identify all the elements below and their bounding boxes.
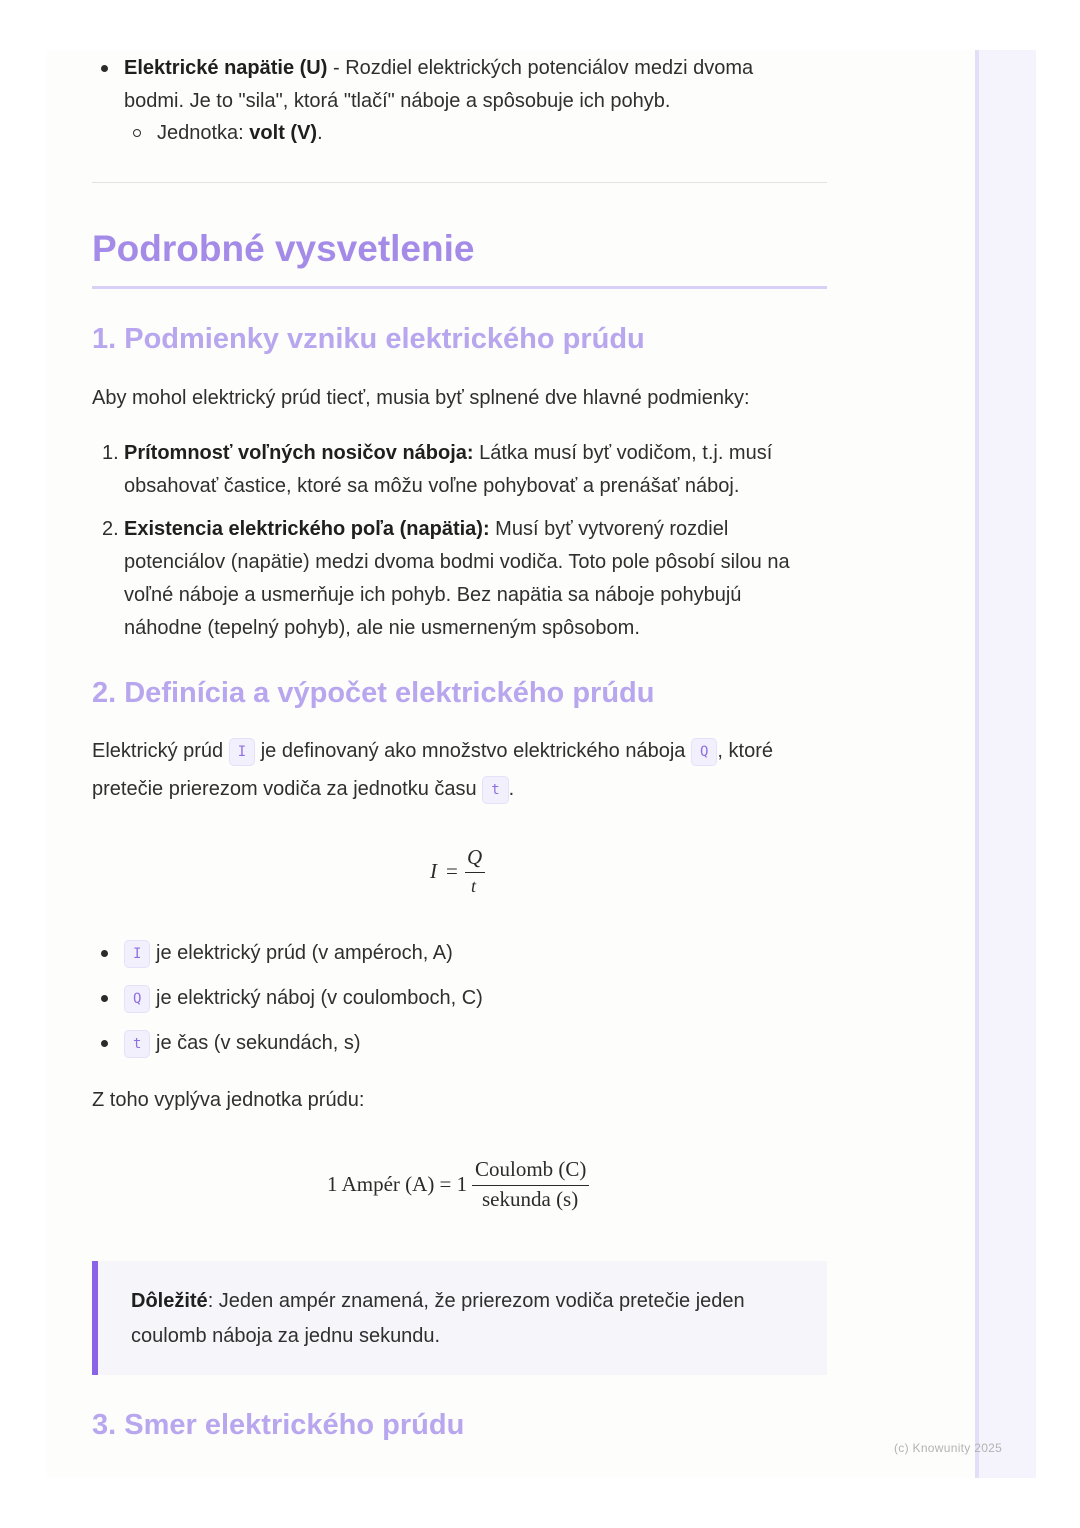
unit-label: Jednotka:	[157, 122, 250, 144]
def-item-Q	[124, 982, 483, 1015]
condition-2-line2: potenciálov (napätie) medzi dvoma bodmi vodiča. Toto pole pôsobí silou na	[124, 551, 790, 573]
inline-code-t: t	[482, 776, 508, 804]
page-sidebar	[975, 50, 1036, 1478]
condition-1-text: Látka musí byť vodičom, t.j. musí	[473, 442, 773, 464]
voltage-term: Elektrické napätie (U)	[124, 57, 328, 79]
conditions-intro: Aby mohol elektrický prúd tiecť, musia byť splnené dve hlavné podmienky:	[92, 387, 750, 409]
bullet-marker	[101, 1040, 108, 1047]
condition-2-line4: náhodne (tepelný pohyb), ale nie usmerneným spôsobom.	[124, 617, 640, 639]
sub-bullet-marker	[133, 129, 141, 137]
unit-formula-denominator: sekunda (s)	[482, 1187, 579, 1211]
section-title-underline	[92, 286, 827, 289]
def-item-Q-text: je elektrický náboj (v coulomboch, C)	[156, 987, 483, 1009]
definition-text-e: .	[508, 778, 515, 800]
definition-text-d: pretečie prierezom vodiča za jednotku času	[92, 778, 483, 800]
def-item-t	[124, 1027, 361, 1060]
list-number-2: 2.	[102, 518, 119, 540]
unit-formula-numerator: Coulomb (C)	[475, 1157, 587, 1181]
definition-line2	[92, 773, 514, 806]
definition-line1	[92, 735, 773, 768]
divider	[92, 182, 827, 183]
callout-line1	[131, 1285, 745, 1318]
list-number-1: 1.	[102, 442, 119, 464]
inline-code-Q: Q	[124, 985, 150, 1013]
definition-text-c: , ktoré	[717, 740, 773, 762]
inline-code-I: I	[229, 738, 255, 766]
inline-code-Q: Q	[691, 738, 717, 766]
inline-code-t: t	[124, 1030, 150, 1058]
def-item-I-text: je elektrický prúd (v ampéroch, A)	[156, 942, 453, 964]
bullet-marker	[101, 950, 108, 957]
section-title: Podrobné vysvetlenie	[92, 228, 475, 269]
def-item-I	[124, 937, 453, 970]
voltage-definition-start: - Rozdiel elektrických potenciálov medzi dvoma	[327, 57, 754, 79]
copyright-notice: (c) Knowunity 2025	[894, 1441, 1003, 1455]
inline-code-I: I	[124, 940, 150, 968]
condition-2-text: Musí byť vytvorený rozdiel	[489, 518, 729, 540]
callout-label: Dôležité	[131, 1290, 208, 1312]
definition-text-b: je definovaný ako množstvo elektrického náboja	[255, 740, 691, 762]
condition-2-term: Existencia elektrického poľa (napätia):	[124, 518, 490, 540]
formula-lhs: I	[430, 859, 437, 883]
callout-line2: coulomb náboja za jednu sekundu.	[131, 1325, 441, 1347]
callout-text: : Jeden ampér znamená, že prierezom vodiča pretečie jeden	[207, 1290, 745, 1312]
heading-conditions: 1. Podmienky vzniku elektrického prúdu	[92, 323, 645, 355]
heading-direction: 3. Smer elektrického prúdu	[92, 1409, 465, 1441]
unit-formula-lhs: 1 Ampér (A) = 1	[327, 1172, 468, 1196]
def-item-t-text: je čas (v sekundách, s)	[156, 1032, 361, 1054]
heading-definition: 2. Definícia a výpočet elektrického prúdu	[92, 677, 655, 709]
important-callout	[92, 1261, 827, 1375]
formula-equals: =	[446, 859, 458, 883]
condition-1-line2: obsahovať častice, ktoré sa môžu voľne pohybovať a prenášať náboj.	[124, 475, 740, 497]
bullet-marker	[101, 995, 108, 1002]
voltage-unit-line	[157, 117, 323, 150]
formula-denominator: t	[471, 876, 477, 896]
unit-end: .	[317, 122, 323, 144]
voltage-bullet-line1	[124, 52, 753, 85]
formula-fraction-bar	[465, 872, 485, 873]
condition-2-line3: voľné náboje a usmerňuje ich pohyb. Bez napätia sa náboje pohybujú	[124, 584, 742, 606]
voltage-bullet-line2: bodmi. Je to "sila", ktorá "tlačí" náboje a spôsobuje ich pohyb.	[124, 90, 671, 112]
bullet-marker	[101, 65, 108, 72]
unit-value: volt (V)	[249, 122, 318, 144]
formula-numerator: Q	[467, 845, 483, 869]
condition-2-line1	[124, 513, 728, 546]
unit-intro: Z toho vyplýva jednotka prúdu:	[92, 1089, 365, 1111]
condition-1-line1	[124, 437, 772, 470]
condition-1-term: Prítomnosť voľných nosičov náboja:	[124, 442, 474, 464]
definition-text-a: Elektrický prúd	[92, 740, 229, 762]
